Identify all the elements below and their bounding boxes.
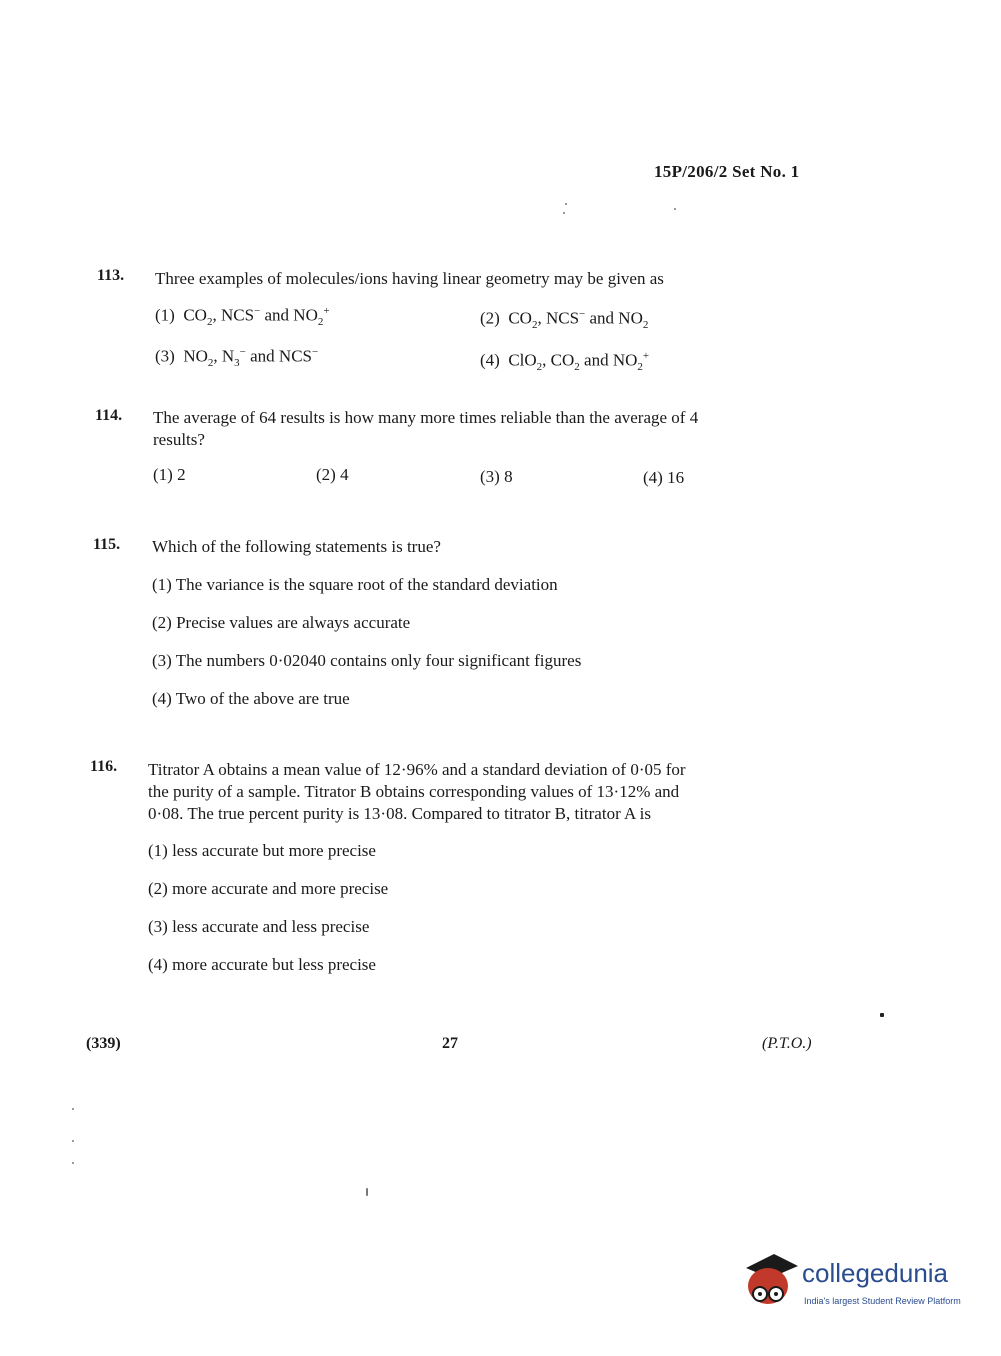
scan-speck bbox=[72, 1108, 74, 1110]
question-number-114: 114. bbox=[95, 407, 123, 424]
scan-speck bbox=[674, 208, 676, 210]
question-number-115: 115. bbox=[93, 536, 121, 553]
option-113-4: (4) ClO$_2$, $CO_2$ and $NO_2^+$ bbox=[480, 350, 650, 374]
pto-label: (P.T.O.) bbox=[762, 1035, 812, 1052]
option-113-1: (1) $CO_2$, NCS− and $NO_2^+$ bbox=[155, 305, 330, 329]
logo-name: collegedunia bbox=[802, 1258, 949, 1288]
set-code: 15P/206/2 Set No. 1 bbox=[654, 162, 800, 181]
question-text-115: Which of the following statements is true? bbox=[152, 537, 441, 556]
scan-speck bbox=[563, 212, 565, 214]
scan-speck bbox=[565, 203, 567, 205]
scan-speck bbox=[72, 1162, 74, 1164]
option-116-1: (1) less accurate but more precise bbox=[148, 841, 376, 860]
question-text-114: The average of 64 results is how many more times reliable than the average of 4 results? bbox=[153, 408, 699, 449]
option-116-2: (2) more accurate and more precise bbox=[148, 879, 389, 898]
option-114-2: (2) 4 bbox=[316, 465, 349, 484]
question-text-113: Three examples of molecules/ions having linear geometry may be given as bbox=[155, 269, 664, 288]
paper-code: (339) bbox=[86, 1035, 121, 1052]
option-115-3: (3) The numbers 0·02040 contains only four significant figures bbox=[152, 651, 582, 670]
page-number: 27 bbox=[442, 1035, 458, 1052]
question-number-113: 113. bbox=[97, 267, 125, 284]
option-116-3: (3) less accurate and less precise bbox=[148, 917, 370, 936]
question-number-116: 116. bbox=[90, 758, 118, 775]
logo-tagline: India's largest Student Review Platform bbox=[804, 1296, 961, 1306]
scan-speck bbox=[366, 1188, 368, 1196]
option-115-4: (4) Two of the above are true bbox=[152, 689, 350, 708]
option-114-3: (3) 8 bbox=[480, 467, 513, 486]
scan-speck bbox=[72, 1140, 74, 1142]
scan-speck bbox=[880, 1013, 884, 1017]
collegedunia-logo bbox=[740, 1248, 970, 1318]
mascot-icon bbox=[740, 1250, 800, 1312]
option-114-4: (4) 16 bbox=[643, 468, 685, 487]
option-115-1: (1) The variance is the square root of the standard deviation bbox=[152, 575, 558, 594]
option-116-4: (4) more accurate but less precise bbox=[148, 955, 376, 974]
option-113-2: (2) $CO_2$, NCS− and $NO_2$ bbox=[480, 308, 649, 332]
question-text-116: Titrator A obtains a mean value of 12·96% and a standard deviation of 0·05 for the purity of a sample. Titrator B obtains corresponding values of 13·12% and 0·08. The true percent purity is 13·08. Compared to titrator B, titrator A is bbox=[148, 760, 686, 823]
option-114-1: (1) 2 bbox=[153, 465, 186, 484]
option-113-3: (3) $NO_2$, $N_3^-$ and NCS− bbox=[155, 346, 319, 370]
option-115-2: (2) Precise values are always accurate bbox=[152, 613, 411, 632]
